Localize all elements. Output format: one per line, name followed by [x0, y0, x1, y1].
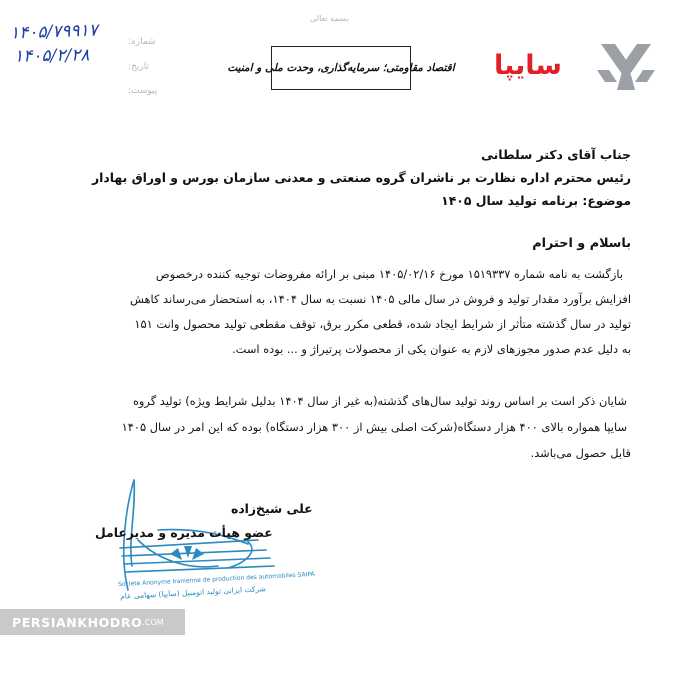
stamp-text-persian: شرکت ایرانی تولید اتومبیل (سایپا) سهامی عام	[119, 584, 267, 601]
number-label: شماره:	[128, 37, 156, 47]
slogan-box	[227, 46, 455, 90]
watermark-text: PERSIANKHODRO	[12, 614, 143, 630]
date-label: تاریخ:	[128, 62, 149, 72]
body-line: بازگشت به نامه شماره ۱۵۱۹۳۳۷ مورخ ۱۴۰۵/۰۲/۱۶ مبنی بر ارائه مفروضات توجیه کننده درخصوص	[155, 267, 623, 281]
signer-name: علی شیخ‌زاده	[231, 501, 313, 516]
handwritten-letter-date: ۱۴۰۵/۲/۲۸	[13, 45, 90, 67]
body-line: سایپا همواره بالای ۴۰۰ هزار دستگاه(شرکت اصلی بیش از ۳۰۰ هزار دستگاه) بوده که این امر در سال ۱۴۰۵	[121, 420, 627, 434]
signer-title: عضو هیأت مدیره و مدیرعامل	[95, 525, 273, 540]
slogan-calligraphy: اقتصاد مقاومتی؛ سرمایه‌گذاری، وحدت ملی و امنیت	[227, 62, 455, 74]
body-line: شایان ذکر است بر اساس روند تولید سال‌های گذشته(به غیر از سال ۱۴۰۴ بدلیل شرایط ویژه) تولید گروه	[132, 394, 627, 408]
body-line: به دلیل عدم صدور مجوزهای لازم به عنوان یکی از محصولات پرتیراژ و ... بوده است.	[232, 342, 631, 356]
saipa-logo-icon	[595, 40, 657, 94]
body-line: قابل حصول می‌باشد.	[530, 446, 631, 460]
greeting: باسلام و احترام	[532, 236, 631, 251]
brand-name: سایپا	[494, 50, 562, 81]
attachment-label: پیوست:	[128, 86, 158, 96]
watermark-bar	[0, 609, 185, 635]
body-line: تولید در سال گذشته متأثر از شرایط ایجاد شده، قطعی مکرر برق، توقف مقطعی تولید محصول وانت ۱۵۱	[134, 317, 631, 331]
basmala-heading: بسمه تعالی	[310, 14, 349, 23]
letter-subject: موضوع: برنامه تولید سال ۱۴۰۵	[441, 193, 631, 208]
recipient-title: رئیس محترم اداره نظارت بر ناشران گروه صنعتی و معدنی سازمان بورس و اوراق بهادار	[92, 170, 631, 185]
body-line: افزایش برآورد مقدار تولید و فروش در سال مالی ۱۴۰۵ نسبت به سال ۱۴۰۴، به استحضار می‌رساند کاهش	[130, 292, 631, 306]
recipient-name: جناب آقای دکتر سلطانی	[481, 147, 631, 162]
handwritten-letter-number: ۱۴۰۵/۷۹۹۱۷	[9, 20, 99, 44]
stamp-text-latin: Societe Anonyme Iranienne de production des automobiles SAIPA	[117, 570, 315, 589]
watermark-suffix: .COM	[142, 617, 164, 627]
